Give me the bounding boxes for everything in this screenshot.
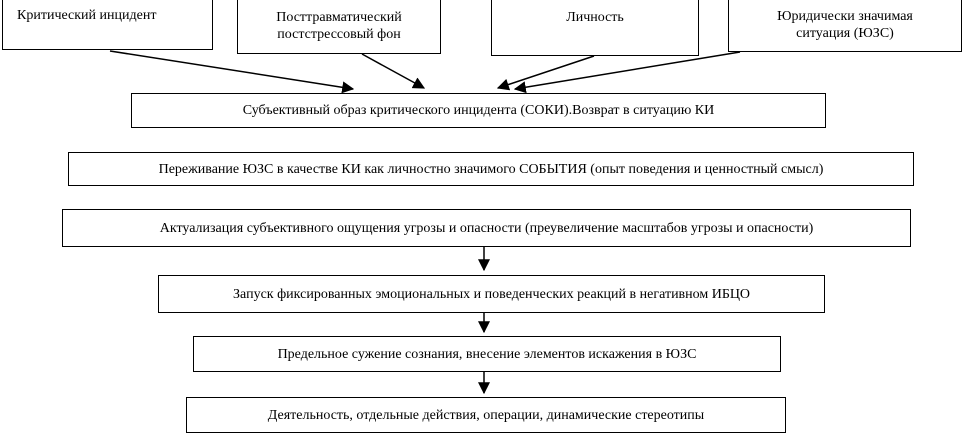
arrow-posttraumatic-to-chain [362,54,424,88]
box-posttraumatic-label-line2: постстрессовый фон [277,27,401,42]
box-posttraumatic-label-line1: Посттравматический [276,10,402,25]
chain-box-6-label: Деятельность, отдельные действия, операции, динамические стереотипы [267,407,705,423]
arrow-critical-incident-to-chain [110,51,353,89]
chain-box-1-label: Субъективный образ критического инцидента (СОКИ).Возврат в ситуацию КИ [242,103,715,118]
chain-box-2-label: Переживание ЮЗС в качестве КИ как личностно значимого СОБЫТИЯ (опыт поведения и ценностный смысл) [158,161,824,177]
chain-box-3-label: Актуализация субъективного ощущения угрозы и опасности (преувеличение масштабов угрозы и опасности) [159,220,814,236]
box-legal-label-line1: Юридически значимая [777,9,913,24]
box-critical-incident-label: Критический инцидент [17,8,157,23]
box-legal-label-line2: ситуация (ЮЗС) [796,26,894,41]
chain-box-5-label: Предельное сужение сознания, внесение элементов искажения в ЮЗС [277,346,697,362]
box-personality-label: Личность [566,10,624,25]
chain-box-4-label: Запуск фиксированных эмоциональных и поведенческих реакций в негативном ИБЦО [233,286,750,302]
